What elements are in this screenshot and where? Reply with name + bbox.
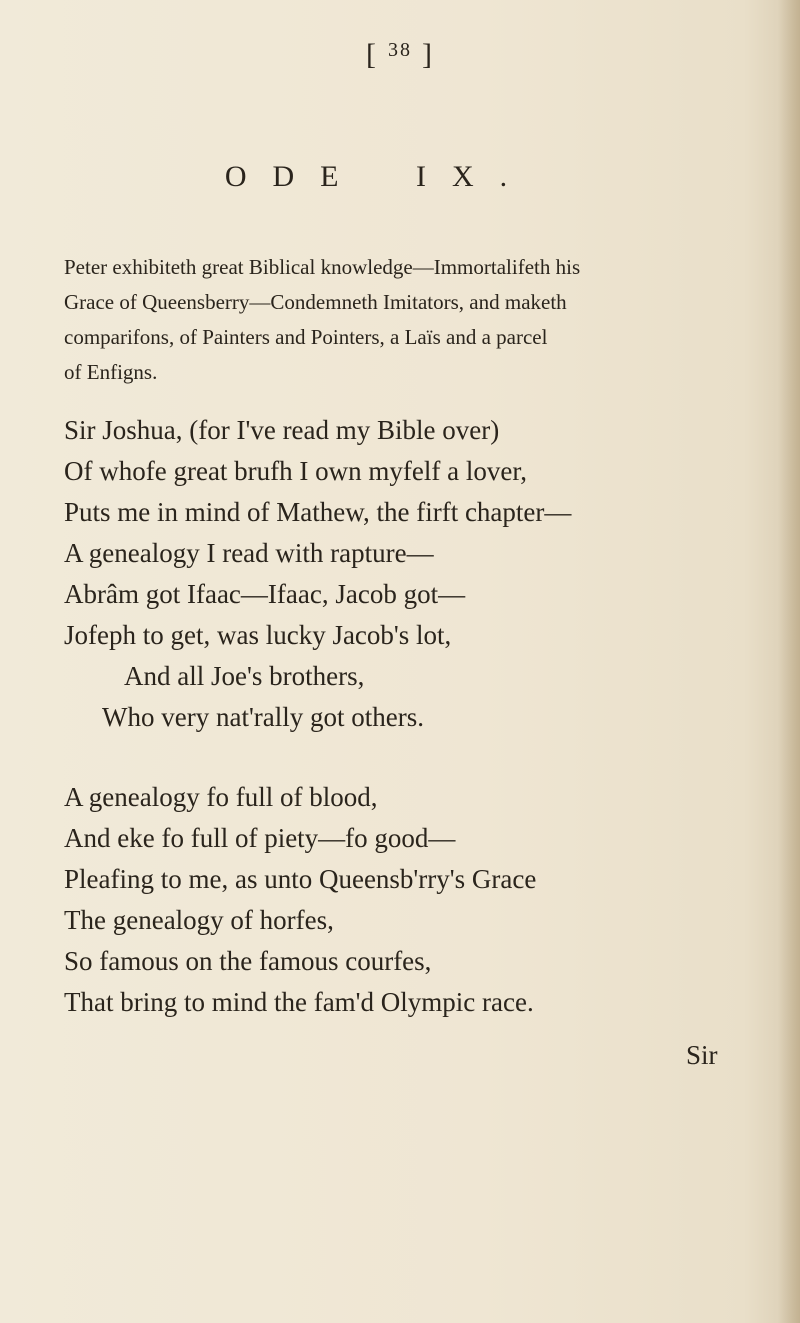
- ode-title: [0, 160, 758, 194]
- argument-line: of Enfigns.: [64, 360, 158, 384]
- stanza-1: [64, 410, 764, 738]
- poem-line: A genealogy I read with rapture—: [64, 538, 434, 568]
- poem-line: Who very nat'rally got others.: [102, 702, 425, 732]
- page-number-value: 38: [388, 39, 412, 61]
- ode-title-text: ODE IX.: [224, 160, 534, 193]
- page-number: [0, 38, 800, 72]
- poem-line: Abrâm got Ifaac—Ifaac, Jacob got—: [64, 579, 466, 609]
- argument-line: comparifons, of Painters and Pointers, a Laïs and a parcel: [64, 325, 548, 349]
- poem-line: Pleafing to me, as unto Queensb'rry's Grace: [64, 864, 537, 894]
- poem-line: The genealogy of horfes,: [64, 905, 334, 935]
- page-edge-shadow: [778, 0, 800, 1323]
- poem-line: A genealogy fo full of blood,: [64, 782, 378, 812]
- argument-line: Grace of Queensberry—Condemneth Imitators, and maketh: [64, 290, 567, 314]
- poem-line: Of whofe great brufh I own myfelf a lover,: [64, 456, 527, 486]
- poem-line: Jofeph to get, was lucky Jacob's lot,: [64, 620, 452, 650]
- argument-line: Peter exhibiteth great Biblical knowledge—Immortalifeth his: [64, 255, 581, 279]
- argument-summary: [64, 250, 764, 390]
- poem-line: And eke fo full of piety—fo good—: [64, 823, 456, 853]
- catchword: Sir: [686, 1040, 718, 1070]
- poem-body: [64, 410, 764, 1023]
- poem-line: And all Joe's brothers,: [124, 661, 365, 691]
- stanza-2: [64, 777, 764, 1023]
- poem-line: That bring to mind the fam'd Olympic race.: [64, 987, 534, 1017]
- page-number-bracket-open: [: [366, 38, 378, 71]
- page-number-bracket-close: ]: [422, 38, 434, 71]
- poem-line: Sir Joshua, (for I've read my Bible over): [64, 415, 500, 445]
- poem-line: Puts me in mind of Mathew, the firft chapter—: [64, 497, 572, 527]
- poem-line: So famous on the famous courfes,: [64, 946, 432, 976]
